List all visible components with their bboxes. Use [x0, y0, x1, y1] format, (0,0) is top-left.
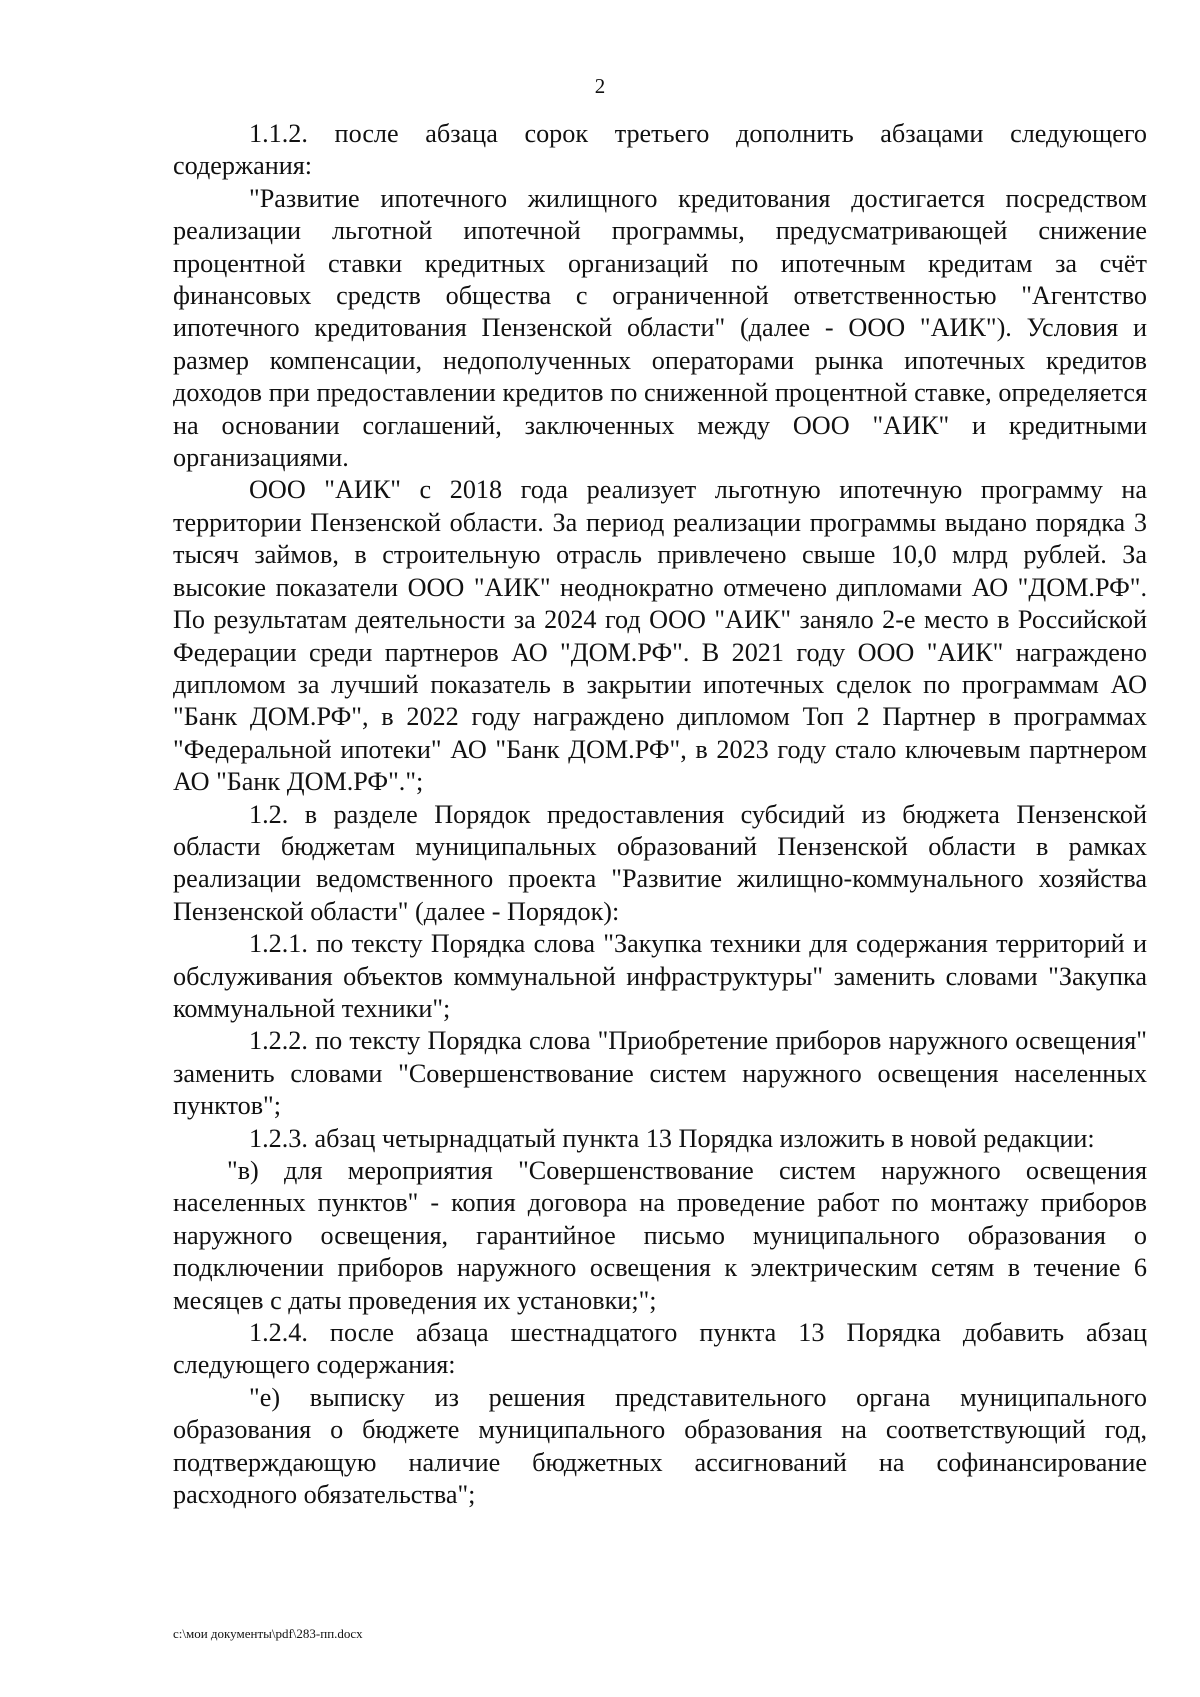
page-number: 2 [594, 74, 606, 98]
document-body [173, 118, 1147, 1511]
footer-file-path: c:\мои документы\pdf\283-пп.docx [173, 1626, 363, 1641]
paragraph-item-v: "в) для мероприятия "Совершенствование систем наружного освещения населенных пунктов" - копия договора на проведение работ по монтажу приборов наружного освещения, гарантийное письмо муниципального образования о подключении приборов наружного освещения к электрическим сетям в течение 6 месяцев с даты проведения их установки;"; [173, 1156, 1147, 1315]
paragraph-1-2-4: 1.2.4. после абзаца шестнадцатого пункта 13 Порядка добавить абзац следующего содержания: [173, 1318, 1147, 1380]
paragraph-1-2-1: 1.2.1. по тексту Порядка слова "Закупка техники для содержания территорий и обслуживания объектов коммунальной инфраструктуры" заменить словами "Закупка коммунальной техники"; [173, 929, 1147, 1023]
paragraph-1-1-2: 1.1.2. после абзаца сорок третьего дополнить абзацами следующего содержания: [173, 119, 1147, 181]
paragraph-1-2-3: 1.2.3. абзац четырнадцатый пункта 13 Порядка изложить в новой редакции: [249, 1123, 1095, 1153]
paragraph-item-e: "е) выписку из решения представительного органа муниципального образования о бюджете муниципального образования на соответствующий год, подтверждающую наличие бюджетных ассигнований на софинансирование расходного обязательства"; [173, 1382, 1147, 1510]
paragraph-mortgage-development: "Развитие ипотечного жилищного кредитования достигается посредством реализации льготной ипотечной программы, предусматривающей снижение процентной ставки кредитных организаций по ипотечным кредитам за счёт финансовых средств общества с ограниченной ответственностью "Агентство ипотечного кредитования Пензенской области" (далее - ООО "АИК"). Условия и размер компенсации, недополученных операторами рынка ипотечных кредитов доходов при предоставлении кредитов по сниженной процентной ставке, определяется на основании соглашений, заключенных между ООО "АИК" и кредитными организациями. [173, 183, 1147, 473]
paragraph-1-2: 1.2. в разделе Порядок предоставления субсидий из бюджета Пензенской области бюджетам муниципальных образований Пензенской области в рамках реализации ведомственного проекта "Развитие жилищно-коммунального хозяйства Пензенской области" (далее - Порядок): [173, 799, 1147, 926]
paragraph-1-2-2: 1.2.2. по тексту Порядка слова "Приобретение приборов наружного освещения" заменить словами "Совершенствование систем наружного освещения населенных пунктов"; [173, 1026, 1147, 1121]
paragraph-aik-program: ООО "АИК" с 2018 года реализует льготную ипотечную программу на территории Пензенской области. За период реализации программы выдано порядка 3 тысяч займов, в строительную отрасль привлечено свыше 10,0 млрд рублей. За высокие показатели ООО "АИК" неоднократно отмечено дипломами АО "ДОМ.РФ". По результатам деятельности за 2024 год ООО "АИК" заняло 2-е место в Российской Федерации среди партнеров АО "ДОМ.РФ". В 2021 году ООО "АИК" награждено дипломом за лучший показатель в закрытии ипотечных сделок по программам АО "Банк ДОМ.РФ", в 2022 году награждено дипломом Топ 2 Партнер в программах "Федеральной ипотеки" АО "Банк ДОМ.РФ", в 2023 году стало ключевым партнером АО "Банк ДОМ.РФ"."; [173, 475, 1147, 797]
